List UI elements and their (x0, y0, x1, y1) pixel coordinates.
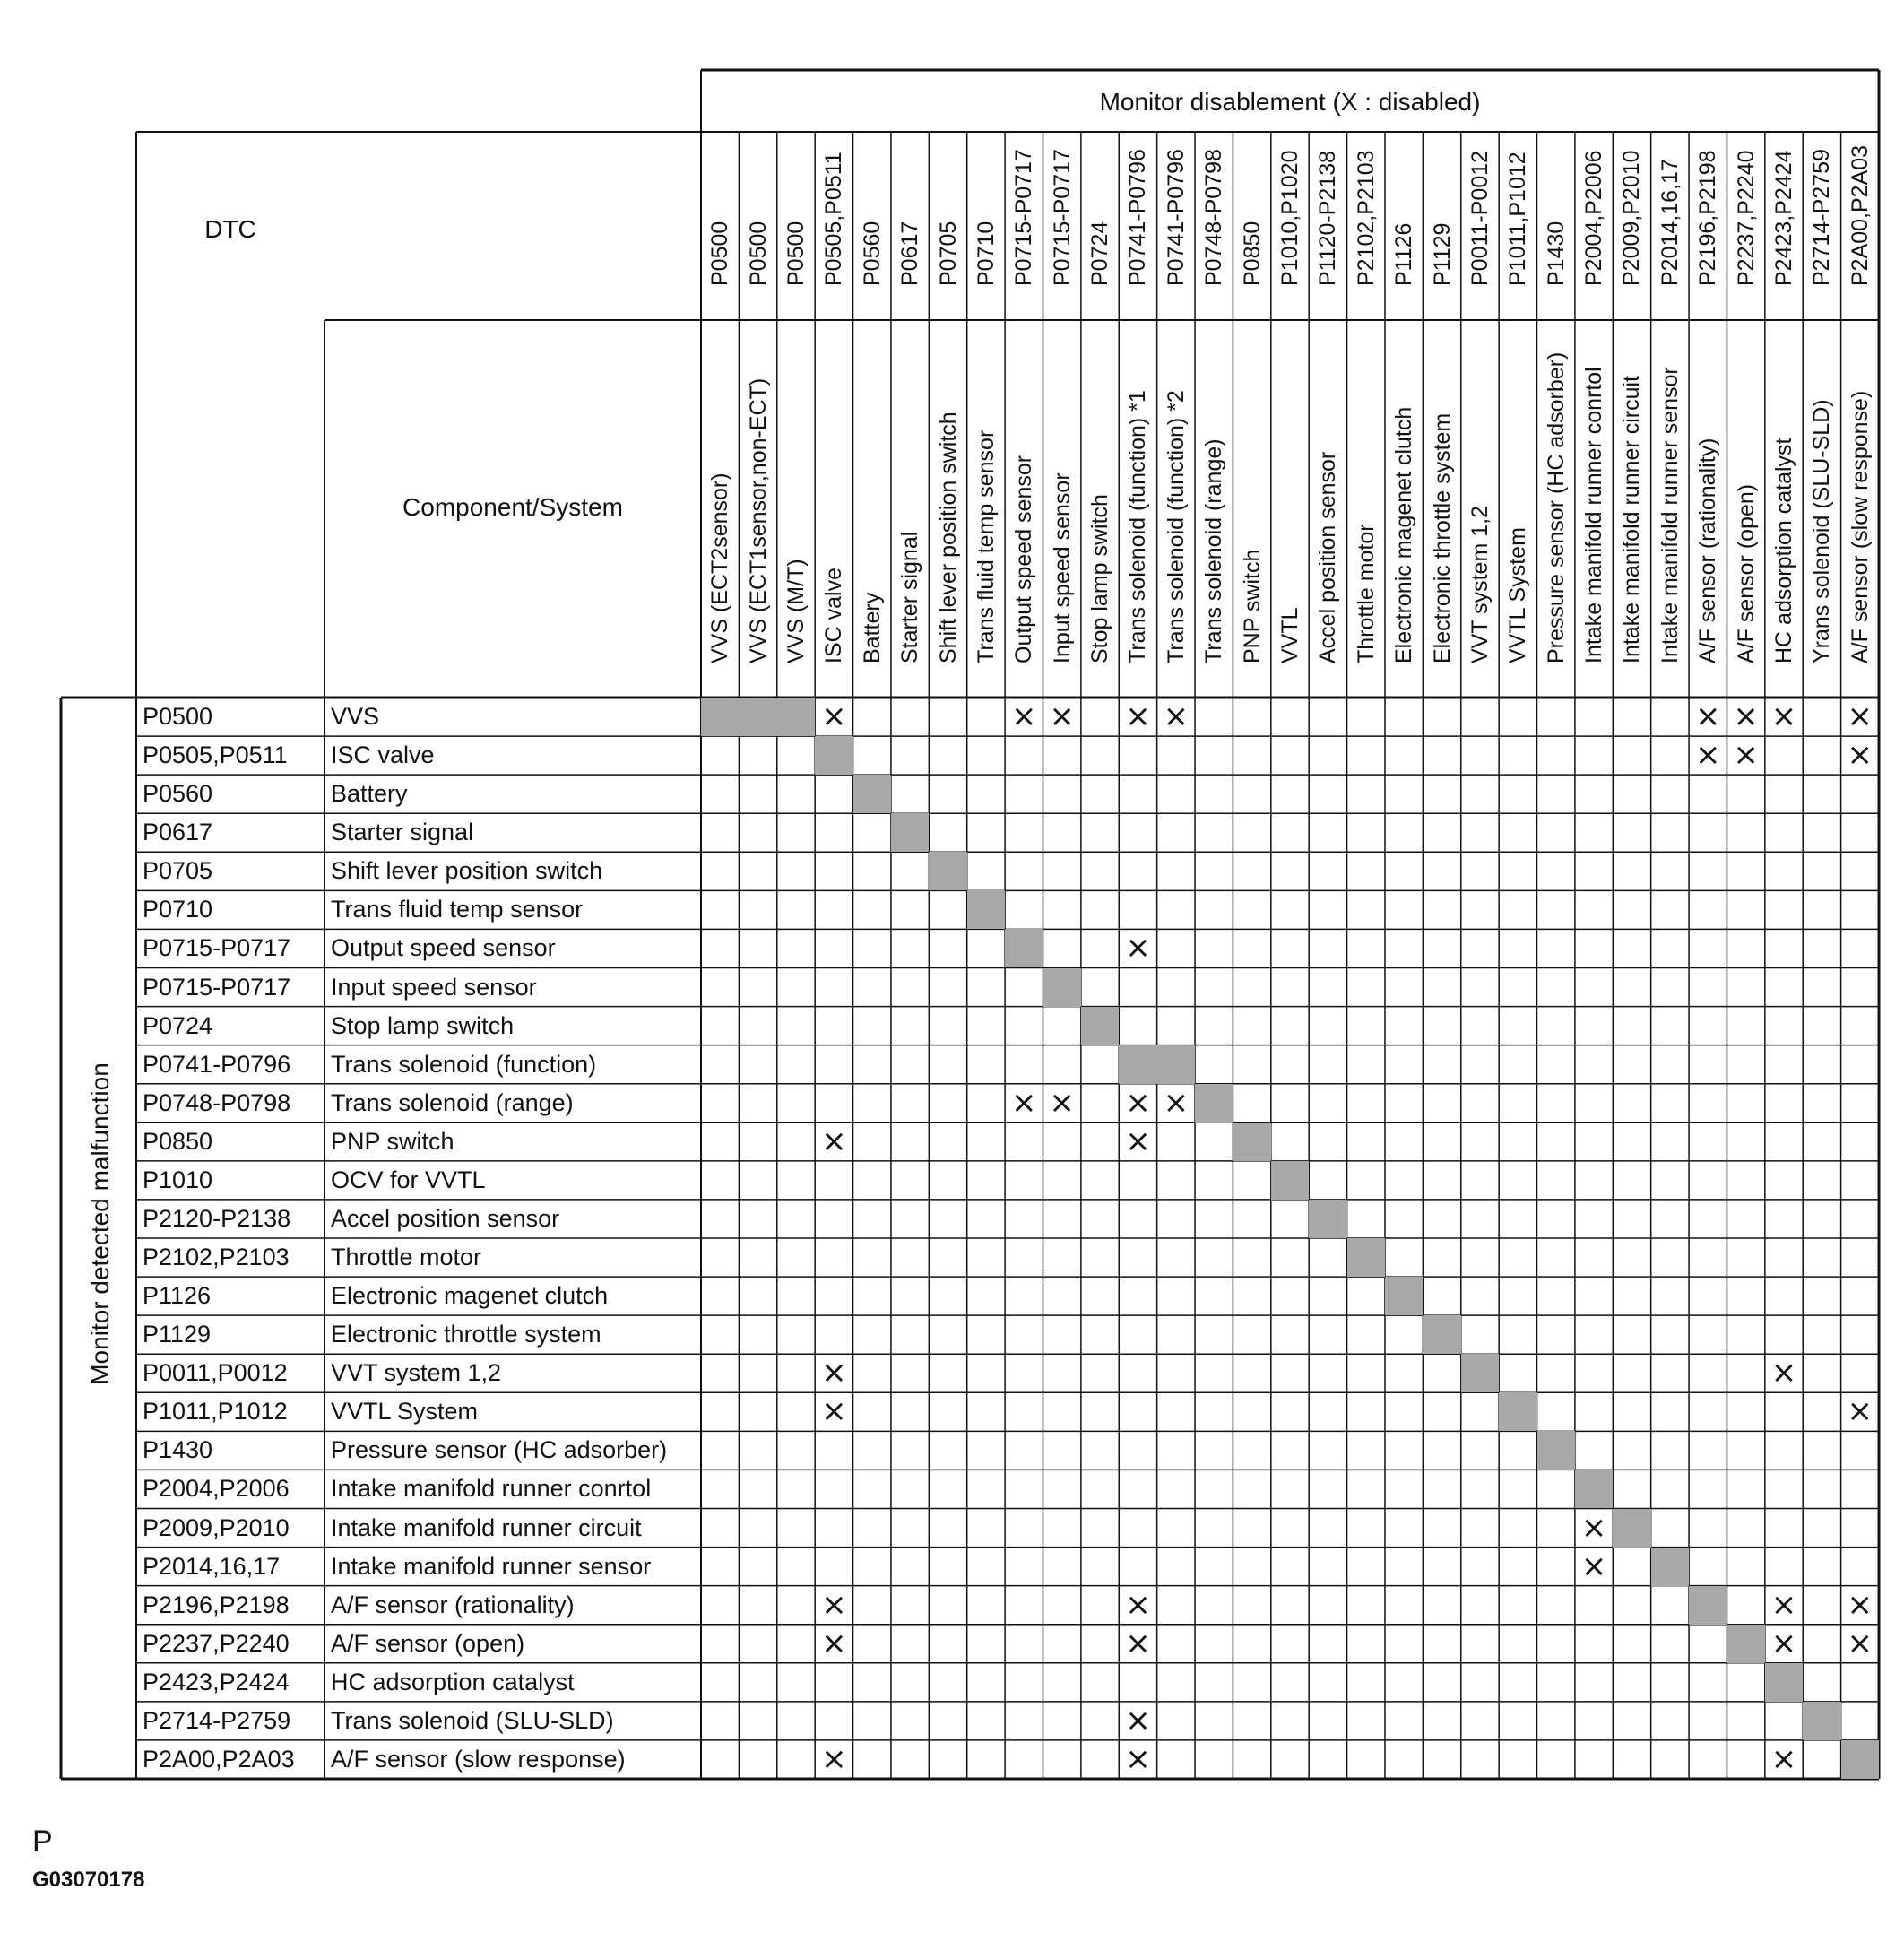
column-dtc-header (1005, 132, 1043, 320)
column-component-label: Stop lamp switch (1087, 494, 1113, 663)
column-dtc-label: P2102,P2103 (1353, 150, 1379, 286)
row-dtc: P2120-P2138 (143, 1204, 291, 1232)
monitor-disablement-title: Monitor disablement (X : disabled) (1099, 88, 1481, 116)
disabled-mark: × (1847, 1393, 1874, 1430)
column-dtc-header (1157, 132, 1195, 320)
row-component: Accel position sensor (331, 1204, 560, 1232)
column-component-header (1423, 320, 1460, 698)
disabled-mark: × (1847, 1625, 1874, 1661)
self-cell (853, 775, 891, 813)
row-component: VVS (331, 703, 380, 730)
disabled-mark: × (1733, 737, 1759, 774)
column-dtc-header (1195, 132, 1233, 320)
column-dtc-label: P0850 (1239, 221, 1265, 286)
row-component: Trans solenoid (range) (331, 1088, 574, 1116)
column-dtc-header (1347, 132, 1385, 320)
monitor-detected-malfunction-label: Monitor detected malfunction (86, 1062, 114, 1385)
column-dtc-header (1499, 132, 1536, 320)
row-component: HC adsorption catalyst (331, 1668, 575, 1695)
column-component-header (1689, 320, 1727, 698)
column-component-label: Trans solenoid (function) *1 (1125, 390, 1151, 663)
row-dtc: P1126 (143, 1282, 212, 1310)
self-cell (1423, 1315, 1460, 1354)
column-component-header (1651, 320, 1689, 698)
disabled-mark: × (1770, 1586, 1797, 1623)
column-dtc-header (815, 132, 852, 320)
row-dtc: P0715-P0717 (143, 973, 291, 1001)
column-dtc-header (1119, 132, 1156, 320)
column-component-label: Output speed sensor (1011, 455, 1037, 663)
disabled-mark: × (821, 1393, 847, 1430)
row-dtc: P2009,P2010 (143, 1513, 290, 1541)
row-dtc: P0505,P0511 (143, 741, 288, 769)
column-dtc-header (701, 132, 739, 320)
column-dtc-label: P0505,P0511 (821, 152, 847, 286)
column-dtc-label: P0715-P0717 (1011, 149, 1037, 286)
row-dtc: P0710 (143, 896, 213, 923)
row-dtc: P1430 (143, 1436, 213, 1464)
column-component-label: Trans fluid temp sensor (973, 429, 999, 663)
row-dtc: P2423,P2424 (143, 1668, 290, 1695)
row-dtc: P0715-P0717 (143, 934, 291, 962)
column-component-label: ISC valve (821, 568, 847, 663)
row-dtc: P0741-P0796 (143, 1050, 291, 1078)
row-component: Trans solenoid (function) (331, 1050, 597, 1078)
column-component-header (1119, 320, 1156, 698)
column-component-label: Intake manifold runner sensor (1657, 367, 1683, 663)
column-component-header (1841, 320, 1879, 698)
column-dtc-label: P0560 (859, 221, 885, 286)
row-dtc: P0617 (143, 819, 213, 846)
column-component-header (1157, 320, 1195, 698)
self-cell (1309, 1200, 1346, 1238)
disabled-mark: × (1125, 930, 1151, 967)
disabled-mark: × (1695, 698, 1721, 734)
column-dtc-header (1081, 132, 1119, 320)
column-dtc-label: P2A00,P2A03 (1847, 144, 1873, 286)
row-dtc: P2196,P2198 (143, 1591, 290, 1618)
disabled-mark: × (821, 1355, 847, 1391)
column-dtc-header (1309, 132, 1346, 320)
row-dtc: P2014,16,17 (143, 1552, 281, 1580)
disabled-mark: × (1847, 1586, 1874, 1623)
column-component-label: VVTL System (1505, 527, 1531, 663)
component-system-header: Component/System (402, 493, 623, 521)
column-dtc-header (777, 132, 815, 320)
column-component-header (967, 320, 1005, 698)
column-component-header (1803, 320, 1840, 698)
self-cell (1385, 1277, 1423, 1315)
disabled-mark: × (1733, 698, 1759, 734)
row-component: Electronic magenet clutch (331, 1282, 609, 1310)
column-component-label: PNP switch (1239, 549, 1265, 663)
column-dtc-label: P1011,P1012 (1505, 152, 1531, 286)
disabled-mark: × (1770, 1625, 1797, 1661)
column-dtc-header (891, 132, 929, 320)
row-component: Starter signal (331, 819, 474, 846)
disabled-mark: × (1770, 698, 1797, 734)
row-component: A/F sensor (open) (331, 1629, 525, 1657)
column-dtc-label: P0617 (897, 221, 923, 286)
column-component-header (929, 320, 966, 698)
disabled-mark: × (1125, 1740, 1151, 1777)
row-dtc: P0560 (143, 780, 213, 808)
column-component-header (1461, 320, 1499, 698)
row-dtc: P1129 (143, 1321, 212, 1348)
self-cell (1347, 1238, 1385, 1277)
disabled-mark: × (1163, 698, 1190, 734)
column-dtc-label: P2423,P2424 (1771, 150, 1797, 286)
row-dtc: P2102,P2103 (143, 1244, 290, 1270)
column-component-header (815, 320, 852, 698)
row-component: Shift lever position switch (331, 857, 603, 885)
column-dtc-label: P0741-P0796 (1125, 149, 1151, 286)
column-dtc-header (1803, 132, 1840, 320)
self-cell (1081, 1007, 1119, 1045)
disabled-mark: × (1125, 1625, 1151, 1661)
column-dtc-label: P1120-P2138 (1315, 150, 1341, 286)
column-component-header (701, 320, 739, 698)
disabled-mark: × (1770, 1355, 1797, 1391)
column-component-header (1347, 320, 1385, 698)
column-component-label: Pressure sensor (HC adsorber) (1543, 351, 1569, 663)
column-component-label: Trans solenoid (function) *2 (1163, 390, 1189, 663)
column-component-label: Intake manifold runner circuit (1619, 376, 1645, 663)
self-cell (1271, 1161, 1309, 1200)
self-cell (891, 813, 929, 852)
self-cell (1537, 1431, 1575, 1470)
row-component: Intake manifold runner conrtol (331, 1475, 652, 1503)
column-component-header (891, 320, 929, 698)
row-dtc: P1011,P1012 (143, 1398, 288, 1426)
column-component-header (1575, 320, 1613, 698)
row-dtc: P1010 (143, 1166, 213, 1193)
self-cell (967, 890, 1005, 929)
self-cell (1043, 968, 1080, 1007)
column-component-header (1499, 320, 1536, 698)
column-dtc-header (1461, 132, 1499, 320)
column-dtc-header (739, 132, 776, 320)
self-cell (701, 698, 815, 736)
column-dtc-header (1233, 132, 1270, 320)
column-component-header (1005, 320, 1043, 698)
row-component: VVTL System (331, 1398, 479, 1426)
column-dtc-label: P0500 (783, 221, 809, 286)
column-dtc-label: P2237,P2240 (1733, 150, 1759, 286)
row-component: Battery (331, 780, 408, 808)
row-component: OCV for VVTL (331, 1166, 486, 1193)
column-dtc-label: P1010,P1020 (1277, 150, 1303, 286)
column-component-header (1385, 320, 1423, 698)
column-component-header (853, 320, 891, 698)
column-component-label: VVTL (1277, 607, 1303, 663)
column-dtc-header (1537, 132, 1575, 320)
column-component-header (1081, 320, 1119, 698)
self-cell (929, 852, 966, 890)
column-component-label: Intake manifold runner conrtol (1581, 367, 1607, 663)
column-dtc-label: P0705 (935, 221, 961, 286)
disabled-mark: × (821, 698, 847, 734)
disabled-mark: × (1163, 1084, 1190, 1121)
column-dtc-label: P0724 (1087, 221, 1113, 286)
row-component: Trans solenoid (SLU-SLD) (331, 1706, 614, 1734)
disabled-mark: × (1049, 1084, 1075, 1121)
column-component-header (1765, 320, 1803, 698)
self-cell (1005, 929, 1043, 967)
row-dtc: P2004,P2006 (143, 1475, 290, 1503)
column-dtc-label: P0500 (707, 221, 733, 286)
column-dtc-header (1043, 132, 1080, 320)
disabled-mark: × (1847, 698, 1874, 734)
column-component-label: Trans solenoid (range) (1201, 438, 1227, 663)
column-component-label: A/F sensor (slow response) (1847, 390, 1873, 663)
column-component-label: Electronic throttle system (1429, 412, 1455, 663)
column-dtc-label: P0715-P0717 (1049, 149, 1075, 286)
disabled-mark: × (1011, 698, 1037, 734)
column-component-header (1271, 320, 1309, 698)
column-dtc-label: P0710 (973, 221, 999, 286)
column-dtc-header (1727, 132, 1764, 320)
self-cell (1651, 1548, 1689, 1586)
self-cell (1233, 1123, 1270, 1161)
column-dtc-label: P1430 (1543, 221, 1569, 286)
row-dtc: P0850 (143, 1127, 213, 1155)
column-dtc-header (1841, 132, 1879, 320)
column-component-header (1043, 320, 1080, 698)
column-dtc-label: P0741-P0796 (1163, 149, 1189, 286)
column-dtc-header (1651, 132, 1689, 320)
row-component: Trans fluid temp sensor (331, 896, 584, 923)
column-dtc-label: P2004,P2006 (1581, 150, 1607, 286)
column-component-label: Yrans solenoid (SLU-SLD) (1809, 399, 1835, 663)
column-dtc-header (929, 132, 966, 320)
column-dtc-label: P0011-P0012 (1467, 150, 1493, 286)
column-dtc-header (1385, 132, 1423, 320)
disabled-mark: × (1580, 1548, 1607, 1584)
disabled-mark: × (1125, 1702, 1151, 1738)
dtc-header: DTC (204, 215, 256, 243)
row-dtc: P0705 (143, 857, 213, 885)
row-component: Throttle motor (331, 1244, 482, 1270)
column-dtc-header (1613, 132, 1650, 320)
column-dtc-header (853, 132, 891, 320)
column-dtc-label: P2714-P2759 (1809, 149, 1835, 286)
disabled-mark: × (821, 1740, 847, 1777)
column-dtc-label: P0500 (745, 221, 771, 286)
column-component-label: VVS (ECT2sensor) (707, 472, 733, 663)
disabled-mark: × (1695, 737, 1721, 774)
disabled-mark: × (1125, 698, 1151, 734)
column-dtc-label: P2009,P2010 (1619, 150, 1645, 286)
column-component-label: VVS (M/T) (783, 559, 809, 663)
self-cell (1499, 1392, 1536, 1431)
row-component: Intake manifold runner circuit (331, 1513, 642, 1541)
column-dtc-header (1689, 132, 1727, 320)
self-cell (1575, 1470, 1613, 1508)
disabled-mark: × (821, 1625, 847, 1661)
column-component-header (1727, 320, 1764, 698)
row-component: Intake manifold runner sensor (331, 1552, 652, 1580)
self-cell (1461, 1354, 1499, 1392)
row-component: Output speed sensor (331, 934, 556, 962)
self-cell (1803, 1702, 1840, 1740)
self-cell (1841, 1740, 1879, 1779)
row-dtc: P2A00,P2A03 (143, 1745, 295, 1773)
column-component-label: HC adsorption catalyst (1771, 438, 1797, 663)
row-component: Electronic throttle system (331, 1321, 601, 1348)
column-dtc-label: P1126 (1391, 222, 1417, 286)
disabled-mark: × (1770, 1740, 1797, 1777)
disabled-mark: × (1125, 1123, 1151, 1159)
self-cell (1119, 1045, 1195, 1084)
column-component-label: Input speed sensor (1049, 472, 1075, 663)
column-component-label: VVT system 1,2 (1467, 506, 1493, 663)
column-component-header (1195, 320, 1233, 698)
self-cell (1613, 1509, 1650, 1548)
column-component-header (739, 320, 776, 698)
self-cell (1727, 1625, 1764, 1663)
column-component-label: Battery (859, 592, 885, 663)
footer-letter: P (32, 1825, 53, 1859)
column-component-label: VVS (ECT1sensor,non-ECT) (745, 377, 771, 663)
row-dtc: P0011,P0012 (143, 1359, 288, 1387)
column-component-header (1309, 320, 1346, 698)
row-component: Input speed sensor (331, 973, 537, 1001)
column-dtc-header (1575, 132, 1613, 320)
column-component-label: Electronic magenet clutch (1391, 406, 1417, 663)
column-dtc-header (967, 132, 1005, 320)
column-component-label: A/F sensor (rationality) (1695, 438, 1721, 663)
column-dtc-label: P2014,16,17 (1657, 159, 1683, 286)
self-cell (815, 736, 852, 775)
row-dtc: P0724 (143, 1011, 213, 1039)
column-component-label: Shift lever position switch (935, 412, 961, 663)
column-dtc-header (1271, 132, 1309, 320)
column-dtc-label: P1129 (1429, 222, 1455, 286)
disabled-mark: × (1125, 1084, 1151, 1121)
column-dtc-label: P2196,P2198 (1695, 150, 1721, 286)
self-cell (1765, 1663, 1803, 1702)
disabled-mark: × (821, 1586, 847, 1623)
disabled-mark: × (1049, 698, 1075, 734)
row-component: Pressure sensor (HC adsorber) (331, 1436, 668, 1464)
self-cell (1689, 1586, 1727, 1625)
column-component-header (777, 320, 815, 698)
row-dtc: P0748-P0798 (143, 1088, 291, 1116)
row-component: VVT system 1,2 (331, 1359, 502, 1387)
column-dtc-header (1765, 132, 1803, 320)
column-dtc-label: P0748-P0798 (1201, 149, 1227, 286)
column-component-header (1233, 320, 1270, 698)
column-component-header (1537, 320, 1575, 698)
row-component: A/F sensor (slow response) (331, 1745, 626, 1773)
disabled-mark: × (1011, 1084, 1037, 1121)
self-cell (1195, 1084, 1233, 1123)
column-dtc-header (1423, 132, 1460, 320)
column-component-label: Throttle motor (1353, 524, 1379, 663)
row-component: A/F sensor (rationality) (331, 1591, 575, 1618)
column-component-label: Accel position sensor (1315, 451, 1341, 663)
row-dtc: P2714-P2759 (143, 1706, 291, 1734)
disabled-mark: × (1125, 1586, 1151, 1623)
row-component: Stop lamp switch (331, 1011, 515, 1039)
column-component-header (1613, 320, 1650, 698)
column-component-label: A/F sensor (open) (1733, 483, 1759, 663)
column-component-label: Starter signal (897, 531, 923, 663)
footer-code: G03070178 (32, 1868, 145, 1892)
row-component: PNP switch (331, 1127, 454, 1155)
disabled-mark: × (821, 1123, 847, 1159)
row-dtc: P2237,P2240 (143, 1629, 290, 1657)
disabled-mark: × (1580, 1509, 1607, 1546)
row-component: ISC valve (331, 741, 435, 769)
row-dtc: P0500 (143, 703, 213, 730)
disabled-mark: × (1847, 737, 1874, 774)
